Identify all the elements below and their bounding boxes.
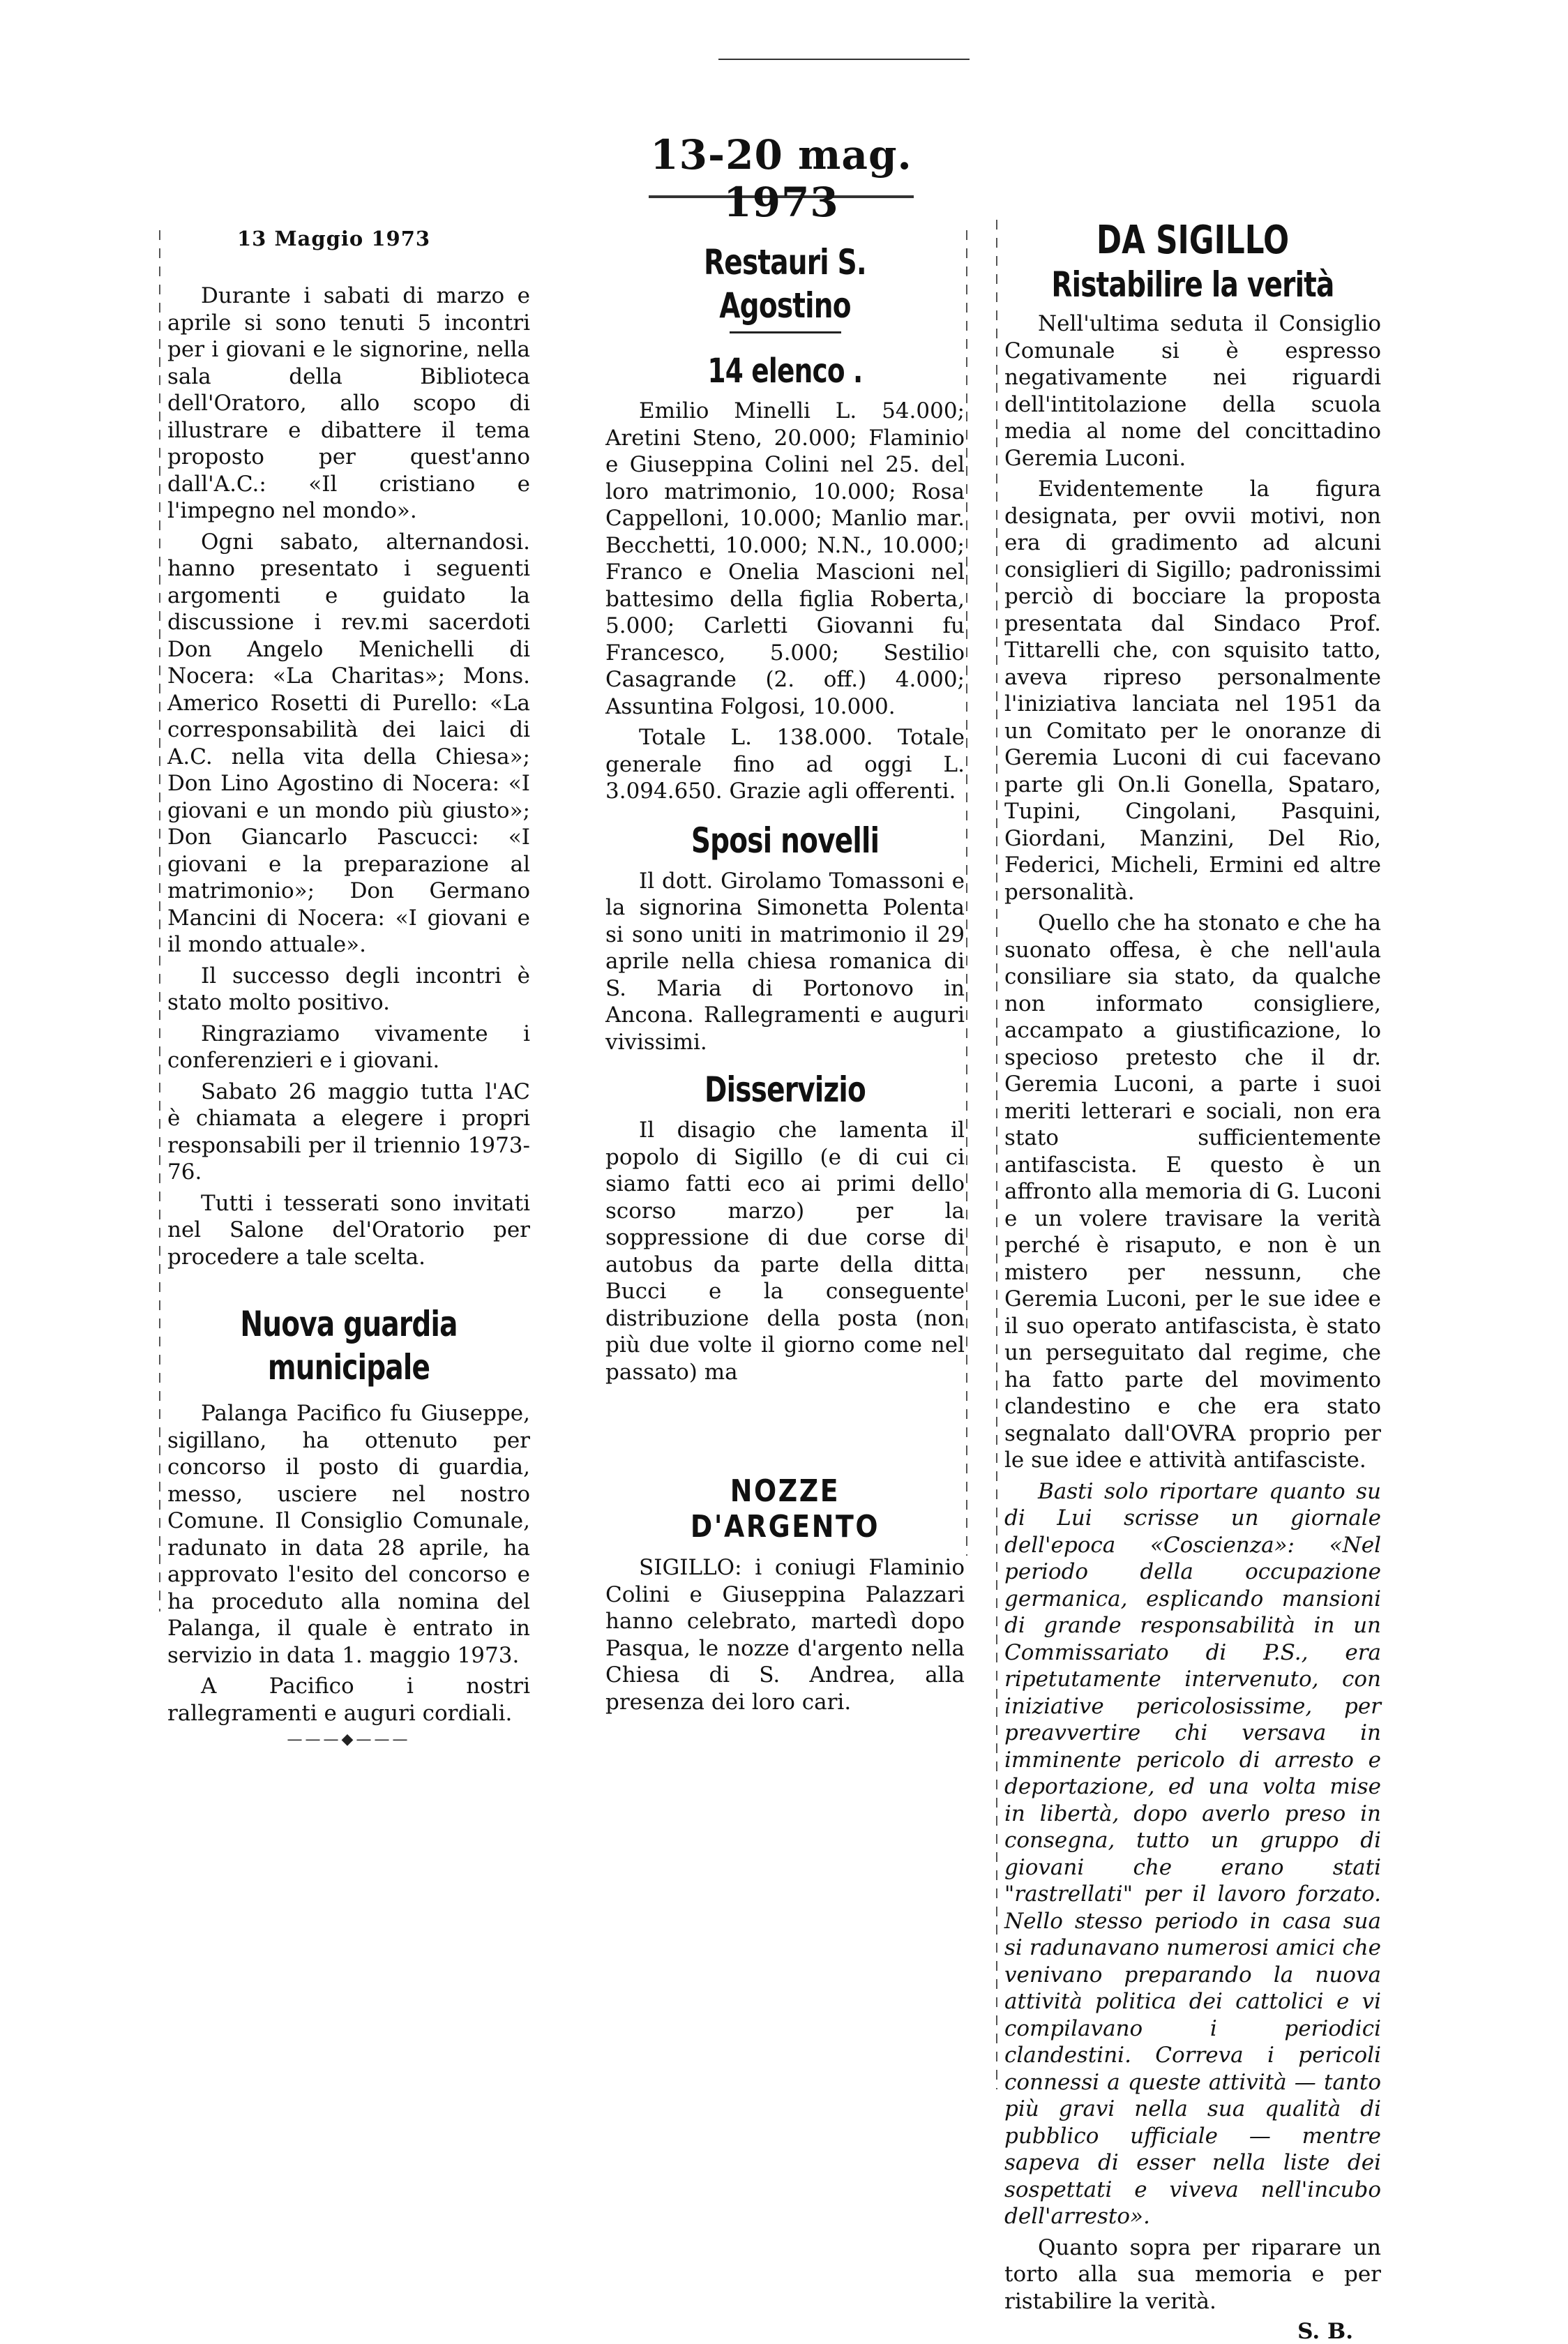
article-paragraph: Durante i sabati di marzo e aprile si sono tenuti 5 incontri per i giovani e le signorine, nella sala della Biblioteca dell'Oratoro, allo scopo di illustrare e dibattere il tema proposto per quest'anno dall'A.C.: «Il cristiano e l'impegno nel mondo». [167,283,530,523]
top-clipping-line [718,59,970,60]
headline-ristabilire: Ristabilire la verità [1051,264,1334,305]
right-column-rule [996,220,997,2089]
article-paragraph: SIGILLO: i coniugi Flaminio Colini e Giuseppina Palazzari hanno celebrato, martedì dopo Pasqua, le nozze d'argento nella Chiesa di S. Andrea, alla presenza dei loro cari. [605,1555,965,1715]
article-paragraph: Evidentemente la figura designata, per ovvii motivi, non era di gradimento ad alcuni consiglieri di Sigillo; padronissimi perciò di bocciare la proposta presentata dal Sindaco Prof. Tittarelli che, con squisito tatto, aveva ripreso personalmente l'iniziativa lanciata nel 1951 da un Comitato per le onoranze di Geremia Luconi di cui facevano parte gli On.li Gonella, Spataro, Tupini, Cingolani, Pasquini, Giordani, Manzini, Del Rio, Federici, Micheli, Ermini ed altre personalità. [1004,476,1381,905]
signature: S. B. [1297,2319,1353,2344]
headline-rule [730,331,841,333]
middle-column [605,241,965,1720]
article-paragraph: Il disagio che lamenta il popolo di Sigillo (e di cui ci siamo fatti eco ai primi dello scorso marzo) per la soppressione di due corse di autobus da parte della ditta Bucci e la conseguente distribuzione della posta (non più due volte il giorno come nel passato) ma [605,1118,965,1385]
article-paragraph: Totale L. 138.000. Totale generale fino ad oggi L. 3.094.650. Grazie agli offerenti. [605,725,965,804]
middle-column-rule [966,230,967,1556]
headline-nuova-guardia: Nuova guardia municipale [240,1304,458,1388]
headline-sposi-novelli: Sposi novelli [691,820,880,861]
page-date: 13-20 mag. 1973 [650,131,912,226]
left-column-rule [159,230,160,1612]
article-paragraph: Palanga Pacifico fu Giuseppe, sigillano, ha ottenuto per concorso il posto di guardia, messo, usciere nel nostro Comune. Il Consiglio Comunale, radunato in data 28 aprile, ha approvato l'esito del concorso e ha proceduto alla nomina del Palanga, il quale è entrato in servizio in data 1. maggio 1973. [167,1401,530,1668]
article-paragraph: Il dott. Girolamo Tomassoni e la signorina Simonetta Polenta si sono uniti in matrimonio il 29 aprile nella chiesa romanica di S. Maria di Portonovo in Ancona. Rallegramenti e auguri vivissimi. [605,868,965,1055]
headline-nozze-argento: NOZZE D'ARGENTO [690,1473,880,1545]
kicker-da-sigillo: DA SIGILLO [1096,218,1290,263]
end-ornament: ———◆——— [287,1731,411,1748]
article-paragraph: Quello che ha stonato e che ha suonato offesa, è che nell'aula consiliare sia stato, da qualche non informato consigliere, accampato a giustificazione, lo specioso pretesto che il dr. Geremia Luconi, a parte i suoi meriti letterari e sociali, non era stato sufficientemente antifascista. E questo è un affronto alla memoria di G. Luconi e un volere travisare la verità perché è risaputo, e non è un mistero per nessunn, che Geremia Luconi, per le sue idee e il suo operato antifascista, è stato un perseguitato dal regime, che ha fatto parte del movimento clandestino e che era stato segnalato dall'OVRA proprio per le sue idee e attività antifasciste. [1004,910,1381,1473]
article-paragraph: Ogni sabato, alternandosi. hanno presentato i seguenti argomenti e guidato la discussione i rev.mi sacerdoti Don Angelo Menichelli di Nocera: «La Charitas»; Mons. Americo Rosetti di Purello: «La corresponsabilità dei laici di A.C. nella vita della Chiesa»; Don Lino Agostino di Nocera: «I giovani e un mondo più giusto»; Don Giancarlo Pascucci: «I giovani e la preparazione al matrimonio»; Don Germano Mancini di Nocera: «I giovani e il mondo attuale». [167,529,530,957]
article-paragraph: Nell'ultima seduta il Consiglio Comunale si è espresso negativamente nei riguardi dell'intitolazione della scuola media al nome del concittadino Geremia Luconi. [1004,311,1381,471]
article-paragraph: Sabato 26 maggio tutta l'AC è chiamata a elegere i propri responsabili per il triennio 1973-76. [167,1079,530,1185]
article-paragraph: Basti solo riportare quanto su di Lui scrisse un giornale dell'epoca «Coscienza»: «Nel periodo della occupazione germanica, esplicando mansioni di grande responsabilità in un Commissariato di P.S., era ripetutamente intervenuto, con iniziative pericolosissime, per preavvertire chi versava in imminente pericolo di arresto e deportazione, ed una volta mise in libertà, dopo averlo preso in consegna, tutto un gruppo di giovani che erano stati "rastrellati" per il lavoro forzato. Nello stesso periodo in casa sua si radunavano numerosi amici che venivano preparando la nuova attività politica dei cattolici e vi compilavano i periodici clandestini. Correva i pericoli connessi a queste attività — tanto più gravi nella sua qualità di pubblico ufficiale — mentre sapeva di esser nella liste dei sospettati e viveva nell'incubo dell'arresto». [1004,1478,1381,2229]
subheadline-elenco: 14 elenco . [707,352,863,391]
article-paragraph: Ringraziamo vivamente i conferenzieri e i giovani. [167,1021,530,1073]
headline-disservizio: Disservizio [704,1069,866,1110]
article-paragraph: Quanto sopra per riparare un torto alla sua memoria e per ristabilire la verità. [1004,2234,1381,2314]
article-paragraph: Emilio Minelli L. 54.000; Aretini Steno, 20.000; Flaminio e Giuseppina Colini nel 25. del loro matrimonio, 10.000; Rosa Cappelloni, 10.000; Manlio mar. Becchetti, 10.000; N.N., 10.000; Franco e Onelia Mascioni nel battesimo della figlia Roberta, 5.000; Carletti Giovanni fu Francesco, 5.000; Sestilio Casagrande (2. off.) 4.000; Assuntina Folgosi, 10.000. [605,398,965,719]
article-paragraph: A Pacifico i nostri rallegramenti e auguri cordiali. [167,1674,530,1726]
article-date: 13 Maggio 1973 [237,227,431,250]
headline-restauri: Restauri S. Agostino [704,242,866,326]
left-column [167,227,530,1748]
right-column [1004,218,1381,2344]
article-paragraph: Tutti i tesserati sono invitati nel Salone del'Oratorio per procedere a tale scelta. [167,1190,530,1270]
article-paragraph: Il successo degli incontri è stato molto positivo. [167,963,530,1015]
